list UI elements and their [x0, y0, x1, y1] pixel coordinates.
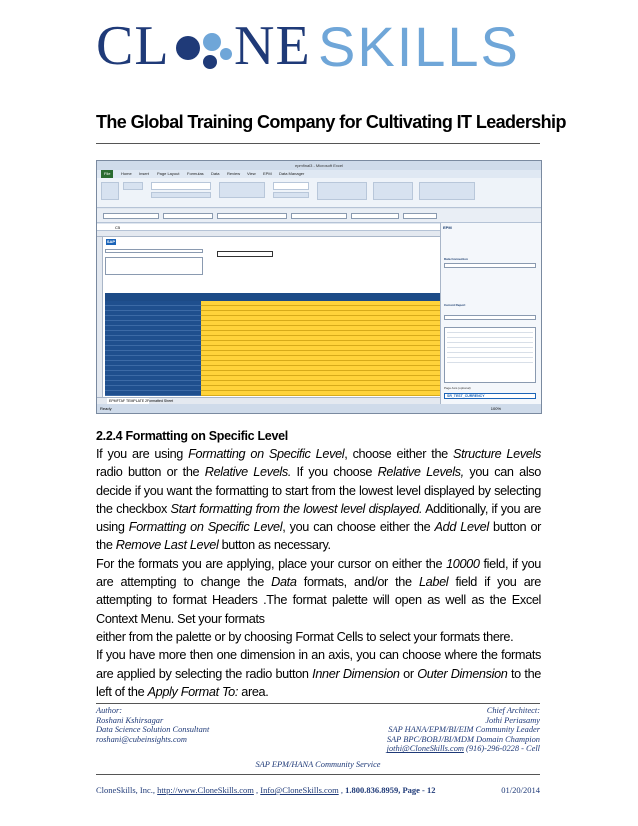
text-run: , choose either the	[344, 447, 453, 461]
epm-pane-title: EPM	[443, 225, 452, 230]
text-run: Label	[418, 575, 449, 590]
text-run: For the formats you are applying, place your cursor on either the	[96, 556, 447, 571]
text-run: Apply Format To:	[147, 684, 239, 699]
tab-data-manager[interactable]: Data Manager	[279, 171, 305, 176]
architect-role-1: SAP HANA/EPM/BI/EIM Community Leader	[388, 725, 540, 735]
text-run: Structure Levels	[452, 447, 542, 461]
ribbon	[97, 178, 541, 208]
text-run: to the left of the	[96, 666, 541, 699]
text-run: radio button or the	[96, 465, 205, 480]
author-email: roshani@cubeinsights.com	[96, 734, 187, 744]
tab-page-layout[interactable]: Page Layout	[157, 171, 180, 176]
tab-view[interactable]: View	[247, 171, 256, 176]
font-select[interactable]	[151, 182, 211, 190]
tab-insert[interactable]: Insert	[139, 171, 150, 176]
separator-2: ,	[338, 785, 346, 795]
website-link[interactable]: http://www.CloneSkills.com	[157, 785, 254, 795]
text-run: Inner Dimension	[312, 666, 400, 681]
text-run: Outer Dimension	[417, 666, 508, 681]
tab-epm[interactable]: EPM	[263, 171, 272, 176]
cells-group[interactable]	[373, 182, 413, 200]
text-run: Additionally, if you are using	[96, 501, 542, 535]
tab-file[interactable]: File	[101, 170, 113, 178]
text-run: Remove Last Level	[115, 538, 219, 553]
text-run: field if you are attempting to format Headers .The format palette will open as well as the Excel Context Menu. Set your formats	[96, 575, 542, 626]
paragraph-2	[96, 555, 541, 628]
text-run: button as necessary.	[218, 538, 331, 553]
epm-context-currency[interactable]	[217, 213, 287, 219]
paste-button[interactable]	[101, 182, 119, 200]
text-run: field, if you are attempting to change the	[96, 556, 542, 590]
community-line: SAP EPM/HANA Community Service	[255, 760, 381, 769]
epm-context-entity[interactable]	[291, 213, 347, 219]
alignment-group[interactable]	[219, 182, 265, 198]
text-run: 10000	[446, 556, 480, 571]
text-run: Formatting on Specific Level	[188, 447, 345, 461]
status-bar	[97, 404, 541, 413]
logo-text-ne: NE	[234, 15, 311, 77]
data-connection-field[interactable]	[444, 263, 536, 268]
sheet-tab-1[interactable]: EPMFTAF TEMPLATE 2	[109, 399, 148, 403]
text-run: If you are using	[96, 447, 189, 461]
number-group[interactable]	[273, 192, 309, 198]
report-column-header	[105, 293, 440, 301]
logo-text-cl: CL	[96, 15, 170, 77]
sheet-tabs	[97, 397, 440, 404]
text-run: or	[399, 666, 418, 681]
header-divider	[96, 143, 540, 144]
epm-context-measures[interactable]	[403, 213, 437, 219]
text-run: If you have more then one dimension in an axis, you can choose where the formats are applied by selecting the radio button	[96, 648, 541, 681]
phone-page-number: 1.800.836.8959, Page - 12	[345, 785, 436, 795]
ribbon-tabs	[97, 170, 541, 178]
page-axis-label: Page Axis (optional)	[444, 386, 471, 390]
tab-review[interactable]: Review	[227, 171, 241, 176]
page-axis-value: SR_TEST_CURRENCY	[447, 394, 485, 398]
window-title: epmfinal3 - Microsoft Excel	[97, 161, 541, 170]
tab-formulas[interactable]: Formulas	[187, 171, 204, 176]
company-name: CloneSkills, Inc.,	[96, 785, 158, 795]
name-box[interactable]: C5	[115, 225, 121, 230]
selected-cell-c5[interactable]	[217, 251, 273, 257]
epm-context-bar	[97, 209, 541, 223]
architect-block	[300, 706, 540, 754]
sap-logo: SAP	[106, 239, 116, 244]
document-date: 01/20/2014	[501, 785, 540, 795]
logo-text-skills: SKILLS	[318, 15, 520, 78]
text-run: you can also decide if you want the formatting to start from the lowest level displayed by selecting the checkbox	[96, 465, 541, 516]
text-run: , you can choose either the	[282, 520, 435, 535]
separator-1: ,	[253, 785, 261, 795]
number-format-select[interactable]	[273, 182, 309, 190]
report-header-block	[105, 257, 203, 275]
author-block	[96, 706, 209, 744]
text-run: Relative Levels,	[377, 465, 464, 480]
author-role: Data Science Solution Consultant	[96, 725, 210, 735]
epm-context-category[interactable]	[163, 213, 213, 219]
architect-phone: (916)-296-0228 - Cell	[463, 744, 540, 754]
text-run: Data	[271, 575, 297, 590]
report-select[interactable]	[444, 315, 536, 320]
info-email-link[interactable]: Info@CloneSkills.com	[260, 785, 339, 795]
font-format-group[interactable]	[151, 192, 211, 198]
paragraph-3: either from the palette or by choosing Format Cells to select your formats there.	[96, 629, 514, 644]
sheet-tab-2[interactable]: Formatted Sheet	[147, 399, 174, 403]
dimension-list[interactable]	[444, 327, 536, 383]
epm-pane	[440, 223, 541, 404]
current-report-label: Current Report	[444, 303, 466, 307]
architect-role-2: SAP BPC/BOBJ/BI/MDM Domain Champion	[386, 734, 540, 744]
text-run: Formatting on Specific Level	[128, 520, 283, 535]
data-connection-label: Data Connection	[444, 257, 468, 261]
architect-name: Jothi Periasamy	[485, 715, 540, 725]
text-run: Add Level	[434, 520, 489, 535]
tab-home[interactable]: Home	[121, 171, 132, 176]
excel-screenshot	[96, 160, 542, 414]
logo-dots-icon	[174, 24, 234, 72]
tab-data[interactable]: Data	[211, 171, 220, 176]
architect-email-link[interactable]: jothi@CloneSkills.com	[386, 744, 464, 754]
text-run: Relative Levels.	[204, 465, 292, 480]
status-text: Ready	[100, 406, 112, 411]
clipboard-group[interactable]	[123, 182, 143, 190]
author-label: Author:	[96, 706, 123, 715]
paragraph-4	[96, 646, 541, 701]
report-title-cell	[105, 249, 203, 253]
epm-context-account[interactable]	[103, 213, 159, 219]
epm-context-time[interactable]	[351, 213, 399, 219]
author-name: Roshani Kshirsagar	[96, 715, 164, 725]
page-axis-field[interactable]	[444, 393, 536, 399]
text-run: Start formatting from the lowest level displayed.	[170, 501, 423, 516]
tagline: The Global Training Company for Cultivating IT Leadership	[96, 112, 566, 132]
section-body	[96, 445, 541, 701]
styles-group[interactable]	[317, 182, 367, 200]
bottom-divider	[96, 774, 540, 775]
text-run: button or the	[96, 520, 542, 553]
zoom-level[interactable]: 100%	[490, 406, 501, 411]
text-run: If you choose	[291, 465, 378, 480]
bottom-line	[96, 785, 540, 795]
editing-group[interactable]	[419, 182, 475, 200]
worksheet-grid[interactable]	[103, 237, 440, 397]
footer-divider	[96, 703, 540, 704]
text-run: formats, and/or the	[296, 575, 419, 590]
architect-label: Chief Architect:	[486, 706, 540, 715]
text-run: area.	[238, 684, 269, 699]
section-heading: 2.2.4 Formatting on Specific Level	[96, 429, 288, 443]
cloneskills-logo	[96, 14, 536, 84]
paragraph-1	[96, 445, 541, 555]
